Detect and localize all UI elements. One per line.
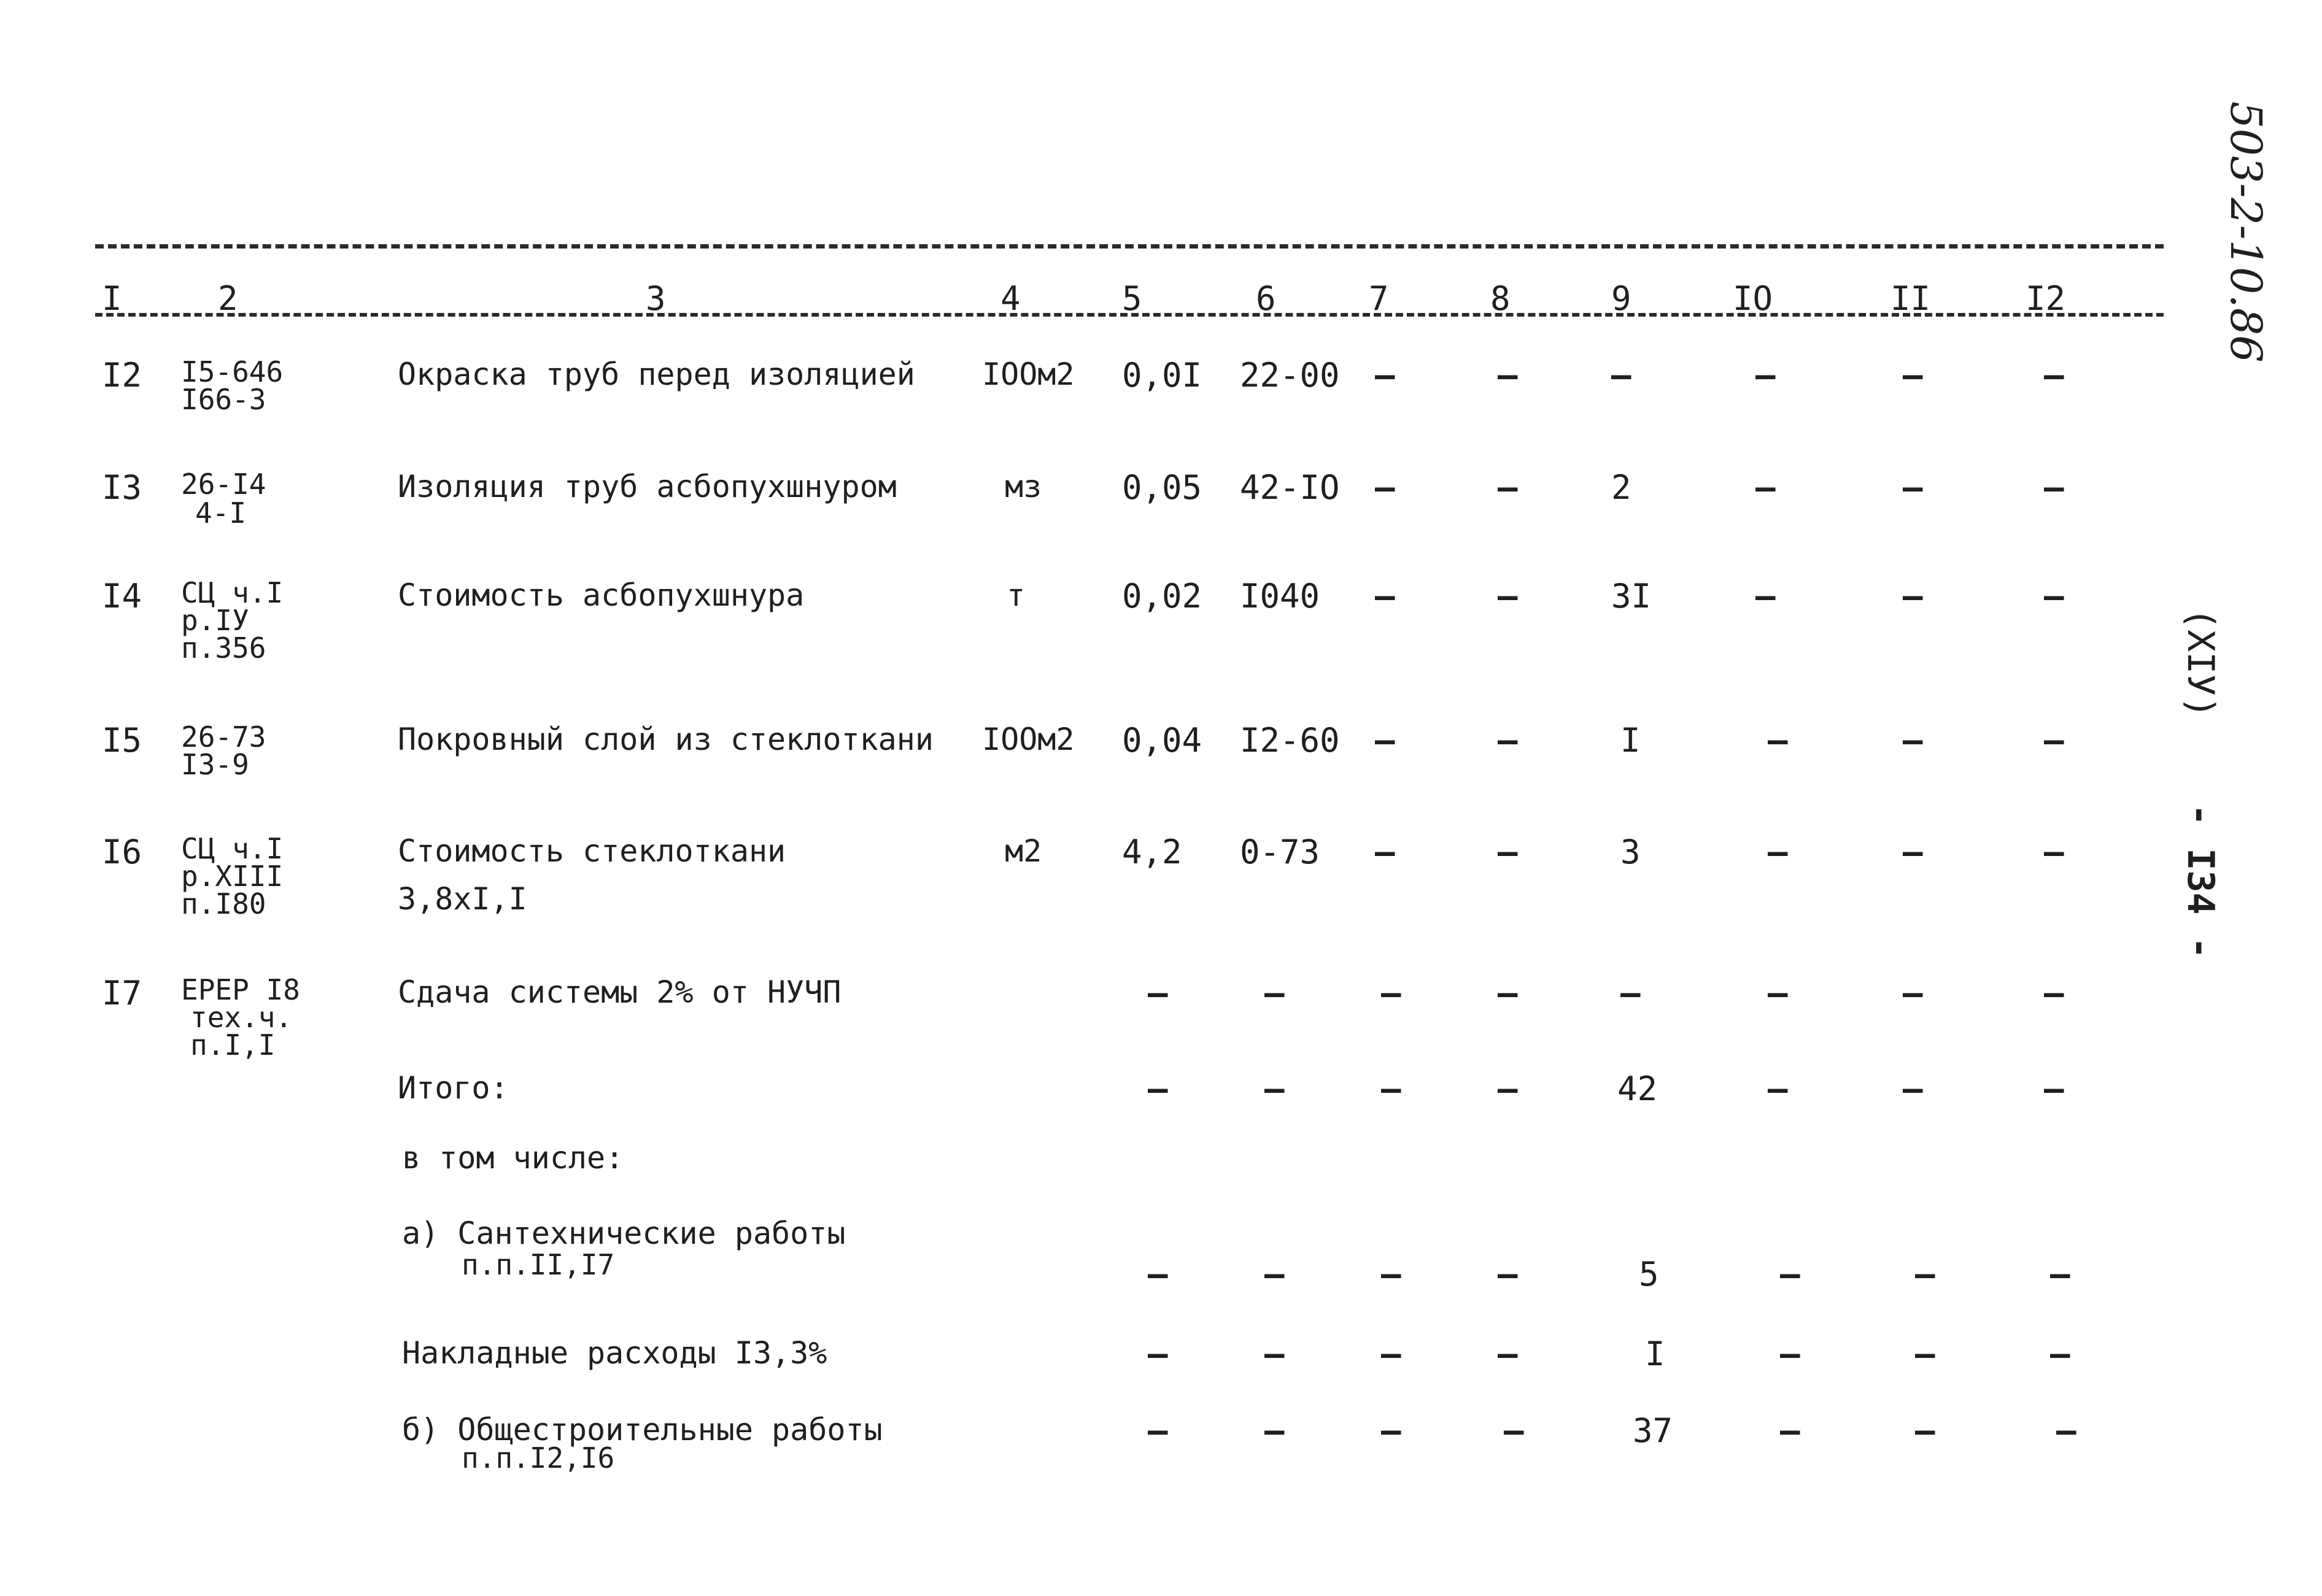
row-col12: – <box>2044 974 2064 1012</box>
row-code: СЦ ч.I <box>181 576 284 609</box>
summary-col6: – <box>1264 1070 1285 1108</box>
row-col7: – <box>1375 577 1395 615</box>
row-col7: – <box>1375 468 1395 507</box>
summary-col12: – <box>2044 1070 2064 1108</box>
summary-col9: 37 <box>1633 1411 1673 1450</box>
summary-col7: – <box>1381 1255 1401 1293</box>
section-mark: (XIУ) <box>2179 607 2222 719</box>
summary-col7: – <box>1381 1335 1401 1373</box>
summary-label: б) Общестроительные работы <box>402 1412 883 1448</box>
summary-col5: – <box>1148 1411 1168 1450</box>
row-code: I3-9 <box>181 748 249 781</box>
summary-col12: – <box>2050 1255 2070 1293</box>
row-col9: I <box>1620 721 1641 760</box>
summary-col9: 42 <box>1617 1070 1658 1108</box>
row-col12: – <box>2044 356 2064 395</box>
row-col10: – <box>1768 974 1788 1012</box>
row-description: Покровный слой из стеклоткани <box>398 722 934 757</box>
row-unit: IOOм2 <box>982 357 1075 392</box>
row-col7: – <box>1375 356 1395 395</box>
row-number: I5 <box>102 721 142 760</box>
row-quantity: 0,02 <box>1122 577 1202 615</box>
row-col11: – <box>1903 721 1923 760</box>
row-col11: – <box>1903 833 1923 871</box>
row-description: Сдача системы 2% от НУЧП <box>398 974 842 1010</box>
row-code: I5-646 <box>181 355 284 388</box>
row-col8: – <box>1498 721 1518 760</box>
summary-col8: – <box>1498 1335 1518 1373</box>
summary-col10: – <box>1780 1255 1800 1293</box>
row-unit-price: I040 <box>1240 577 1320 615</box>
row-col12: – <box>2044 833 2064 871</box>
row-quantity: 4,2 <box>1122 833 1182 871</box>
row-col9: – <box>1611 356 1631 395</box>
row-col7: – <box>1375 833 1395 871</box>
row-quantity: 0,05 <box>1122 468 1202 507</box>
row-number: I7 <box>102 974 142 1012</box>
summary-col7: – <box>1381 1411 1401 1450</box>
handwritten-project-code: 503-2-10.86 <box>2221 101 2271 363</box>
row-col10: – <box>1755 577 1776 615</box>
summary-col11: – <box>1915 1411 1935 1450</box>
summary-col5: – <box>1148 1070 1168 1108</box>
row-col7: – <box>1375 721 1395 760</box>
col-header-2: 2 <box>218 279 238 318</box>
row-description: Стоимость асбопухшнура <box>398 577 805 613</box>
row-unit-price: 22-00 <box>1240 356 1340 395</box>
row-code: СЦ ч.I <box>181 832 284 865</box>
summary-col6: – <box>1264 1255 1285 1293</box>
summary-col9: I <box>1645 1335 1665 1373</box>
row-description: Изоляция труб асбопухшнуром <box>398 469 897 504</box>
row-code: тех.ч. <box>190 1001 293 1034</box>
col-header-12: I2 <box>2026 279 2066 318</box>
col-header-10: IO <box>1733 279 1773 318</box>
row-col8: – <box>1498 974 1518 1012</box>
row-col10: – <box>1755 468 1776 507</box>
summary-col8: – <box>1504 1411 1524 1450</box>
col-header-11: II <box>1890 279 1931 318</box>
summary-col10: – <box>1768 1070 1788 1108</box>
summary-label: в том числе: <box>402 1140 624 1176</box>
summary-col12: – <box>2050 1335 2070 1373</box>
summary-label: Накладные расходы I3,3% <box>402 1335 827 1371</box>
row-unit: мз <box>1005 469 1042 504</box>
row-col12: – <box>2044 721 2064 760</box>
summary-col5: – <box>1148 1335 1168 1373</box>
row-col12: – <box>2044 468 2064 507</box>
row-unit-price: 42-IO <box>1240 468 1340 507</box>
row-number: I3 <box>102 468 142 507</box>
row-code: п.356 <box>181 631 266 665</box>
row-description: Стоимость стеклоткани <box>398 833 786 869</box>
summary-col8: – <box>1498 1255 1518 1293</box>
row-code: п.I,I <box>190 1028 276 1062</box>
row-code: 26-I4 <box>181 468 266 501</box>
col-header-4: 4 <box>1000 279 1021 318</box>
row-col10: – <box>1768 721 1788 760</box>
col-header-9: 9 <box>1611 279 1631 318</box>
row-col10: – <box>1768 833 1788 871</box>
top-dashed-rule <box>95 244 2164 249</box>
summary-col11: – <box>1903 1070 1923 1108</box>
row-col9: 3 <box>1620 833 1641 871</box>
row-col8: – <box>1498 468 1518 507</box>
summary-col10: – <box>1780 1411 1800 1450</box>
summary-col10: – <box>1780 1335 1800 1373</box>
row-quantity: 0,04 <box>1122 721 1202 760</box>
row-number: I4 <box>102 577 142 615</box>
row-code: ЕРЕР I8 <box>181 973 300 1006</box>
row-col8: – <box>1498 833 1518 871</box>
row-code: 26-73 <box>181 720 266 754</box>
row-code: I66-3 <box>181 383 266 416</box>
summary-col6: – <box>1264 1411 1285 1450</box>
row-code: р.IУ <box>181 604 249 637</box>
row-unit: т <box>1007 577 1026 613</box>
row-col8: – <box>1498 577 1518 615</box>
row-col9: 3I <box>1611 577 1652 615</box>
header-dashed-rule <box>95 313 2164 317</box>
row-unit-price: I2-60 <box>1240 721 1340 760</box>
summary-col11: – <box>1915 1255 1935 1293</box>
row-code: п.I80 <box>181 887 266 920</box>
row-col9: – <box>1620 974 1641 1012</box>
row-quantity: – <box>1148 974 1168 1012</box>
row-number: I2 <box>102 356 142 395</box>
row-code: р.XIII <box>181 860 284 893</box>
col-header-7: 7 <box>1369 279 1389 318</box>
col-header-3: 3 <box>646 279 666 318</box>
row-col7: – <box>1381 974 1401 1012</box>
row-unit-price: 0-73 <box>1240 833 1320 871</box>
row-col11: – <box>1903 577 1923 615</box>
summary-label: а) Сантехнические работы <box>402 1216 846 1251</box>
row-col12: – <box>2044 577 2064 615</box>
row-quantity: 0,0I <box>1122 356 1202 395</box>
col-header-5: 5 <box>1122 279 1142 318</box>
row-col11: – <box>1903 356 1923 395</box>
row-unit: м2 <box>1005 833 1042 869</box>
row-col10: – <box>1755 356 1776 395</box>
row-code: 4-I <box>195 496 247 530</box>
row-col8: – <box>1498 356 1518 395</box>
row-number: I6 <box>102 833 142 871</box>
summary-col9: 5 <box>1639 1255 1659 1293</box>
summary-col6: – <box>1264 1335 1285 1373</box>
row-description: 3,8xI,I <box>398 881 527 917</box>
summary-sublabel: п.п.II,I7 <box>462 1248 615 1281</box>
summary-label: Итого: <box>398 1070 509 1106</box>
page-number: - I34 - <box>2179 804 2222 959</box>
row-col11: – <box>1903 974 1923 1012</box>
row-description: Окраска труб перед изоляцией <box>398 357 915 392</box>
summary-col5: – <box>1148 1255 1168 1293</box>
row-unit-price: – <box>1264 974 1285 1012</box>
col-header-6: 6 <box>1256 279 1276 318</box>
row-col11: – <box>1903 468 1923 507</box>
summary-col8: – <box>1498 1070 1518 1108</box>
row-col9: 2 <box>1611 468 1631 507</box>
col-header-8: 8 <box>1490 279 1511 318</box>
col-header-1: I <box>102 279 122 318</box>
summary-sublabel: п.п.I2,I6 <box>462 1441 615 1475</box>
summary-col7: – <box>1381 1070 1401 1108</box>
summary-col11: – <box>1915 1335 1935 1373</box>
row-unit: IOOм2 <box>982 722 1075 757</box>
summary-col12: – <box>2056 1411 2076 1450</box>
